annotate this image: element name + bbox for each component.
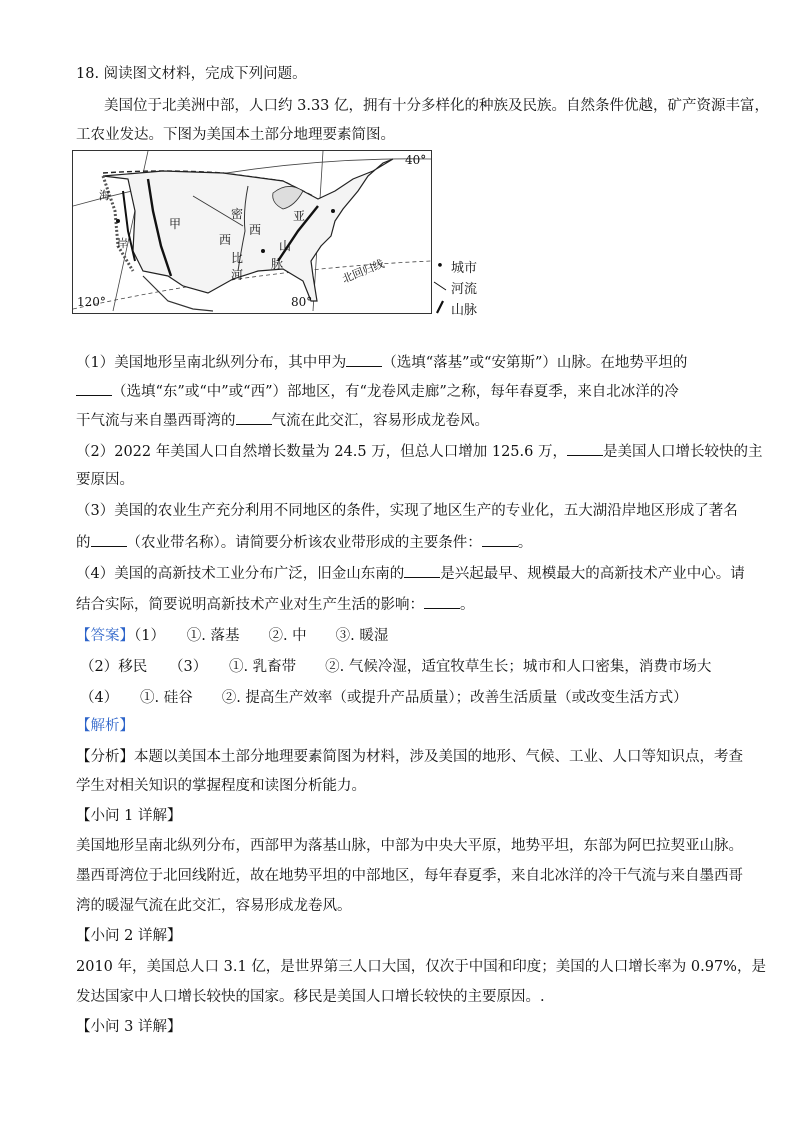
q1-blank-3 [236, 410, 272, 425]
q2-line-1 [76, 441, 762, 462]
map-label-80: 80° [291, 295, 313, 309]
q4-text-c: 结合实际，简要说明高新技术产业对生产生活的影响： [76, 597, 424, 613]
map-label-an: 岸 [117, 237, 128, 250]
answer-row-3: （4） ①. 硅谷 ②. 提高生产效率（或提升产品质量）；改善生活质量（或改变生活方式） [80, 690, 688, 706]
sub2-line-2: 发达国家中人口增长较快的国家。移民是美国人口增长较快的主要原因。. [76, 989, 545, 1005]
mountain-line-icon [432, 300, 448, 318]
map-label-tropic: 北回归线 [340, 257, 387, 286]
q3-text-b: （农业带名称）。请简要分析该农业带形成的主要条件： [126, 535, 482, 551]
legend-river [432, 277, 512, 298]
q4-blank-2 [424, 594, 460, 609]
question-heading: 18. 阅读图文材料，完成下列问题。 [76, 66, 307, 82]
q1-line-1 [76, 352, 687, 373]
fenxi-line-2: 学生对相关知识的掌握程度和读图分析能力。 [76, 778, 366, 794]
q3-text-a: 的 [76, 535, 91, 551]
fenxi-text-1: 本题以美国本土部分地理要素简图为材料，涉及美国的地形、气候、工业、人口等知识点，考查 [134, 749, 743, 765]
q2-line-2: 要原因。 [76, 472, 134, 488]
sub1-line-3: 湾的暖湿气流在此交汇，容易形成龙卷风。 [76, 898, 352, 914]
q1-blank-2 [76, 381, 112, 396]
answer-row-1 [76, 626, 388, 646]
sub1-line-1: 美国地形呈南北纵列分布，西部甲为落基山脉，中部为中央大平原，地势平坦，东部为阿巴拉契亚山脉。 [76, 838, 743, 854]
map-label-120: 120° [77, 295, 106, 309]
q4-line-1 [76, 563, 745, 584]
us-map-figure [72, 150, 432, 314]
river-line-icon [432, 280, 448, 296]
legend-city [432, 256, 512, 277]
analysis-tag: 【解析】 [76, 718, 134, 734]
q4-text-a: （4）美国的高新技术工业分布广泛，旧金山东南的 [76, 566, 405, 582]
sub1-line-2: 墨西哥湾位于北回线附近，故在地势平坦的中部地区，每年春夏季，来自北冰洋的冷干气流与来自墨西哥 [76, 868, 743, 884]
q2-text-b: 是美国人口增长较快的主 [602, 444, 763, 460]
sub2-title: 【小问 2 详解】 [76, 928, 182, 944]
map-label-bi: 比 [231, 251, 244, 265]
sub2-line-1: 2010 年，美国总人口 3.1 亿，是世界第三人口大国，仅次于中国和印度；美国的人口增长率为 0.97%，是 [76, 959, 766, 975]
map-label-jia: 甲 [169, 217, 182, 231]
intro-line-1: 美国位于北美洲中部，人口约 3.33 亿，拥有十分多样化的种族及民族。自然条件优越，矿产资源丰富， [104, 98, 769, 114]
legend-river-label: 河流 [451, 282, 478, 297]
map-label-xi: 西 [219, 233, 232, 247]
q4-text-b: 是兴起最早、规模最大的高新技术产业中心。请 [440, 566, 745, 582]
legend-city-label: 城市 [451, 261, 478, 276]
q1-text-b: （选填“落基”或“安第斯”）山脉。在地势平坦的 [382, 355, 688, 371]
q2-text-a: （2）2022 年美国人口自然增长数量为 24.5 万，但总人口增加 125.6 万， [76, 444, 567, 460]
map-label-xi2: 西 [249, 223, 262, 237]
sub1-title: 【小问 1 详解】 [76, 808, 182, 824]
map-label-he: 河 [231, 268, 244, 282]
map-label-40: 40° [405, 153, 427, 167]
intro-line-2: 工农业发达。下图为美国本土部分地理要素简图。 [76, 127, 395, 143]
map-label-mai: 脉 [271, 257, 284, 271]
q1-text-e: 气流在此交汇，容易形成龙卷风。 [271, 413, 489, 429]
q4-line-2 [76, 594, 475, 615]
map-label-ya: 亚 [293, 209, 306, 223]
q3-line-1: （3）美国的农业生产充分利用不同地区的条件，实现了地区生产的专业化，五大湖沿岸地区形成了著名 [76, 503, 738, 519]
q3-blank-2 [482, 532, 518, 547]
map-legend [432, 256, 512, 319]
answer-row-2: （2）移民 （3） ①. 乳畜带 ②. 气候冷湿，适宜牧草生长；城市和人口密集，消费市场大 [80, 659, 712, 675]
q1-blank-1 [346, 352, 382, 367]
answer-tag: 【答案】 [76, 628, 134, 644]
q3-line-2 [76, 532, 532, 553]
fenxi-line-1 [76, 747, 743, 767]
q1-line-2 [76, 381, 679, 402]
answer-row-1-text: （1） ①. 落基 ②. 中 ③. 暖湿 [134, 628, 389, 644]
q1-text-c: （选填“东”或“中”或“西”）部地区，有“龙卷风走廊”之称，每年春夏季，来自北冰洋的冷 [112, 384, 679, 400]
q1-text-d: 干气流与来自墨西哥湾的 [76, 413, 236, 429]
legend-mountain-label: 山脉 [451, 303, 478, 318]
q1-line-3 [76, 410, 489, 431]
sub3-title: 【小问 3 详解】 [76, 1019, 182, 1035]
map-label-mi: 密 [231, 207, 244, 221]
fenxi-tag: 【分析】 [76, 749, 134, 765]
legend-mountain [432, 298, 512, 319]
q1-text-a: （1）美国地形呈南北纵列分布，其中甲为 [76, 355, 347, 371]
q4-text-d: 。 [460, 597, 475, 613]
map-label-shan: 山 [279, 239, 292, 253]
city-dot-icon: • [436, 259, 444, 274]
q3-blank-1 [91, 532, 127, 547]
q2-blank [567, 441, 603, 456]
q3-text-c: 。 [517, 535, 533, 551]
map-label-hai: 海 [99, 189, 110, 202]
q4-blank-1 [404, 563, 440, 578]
